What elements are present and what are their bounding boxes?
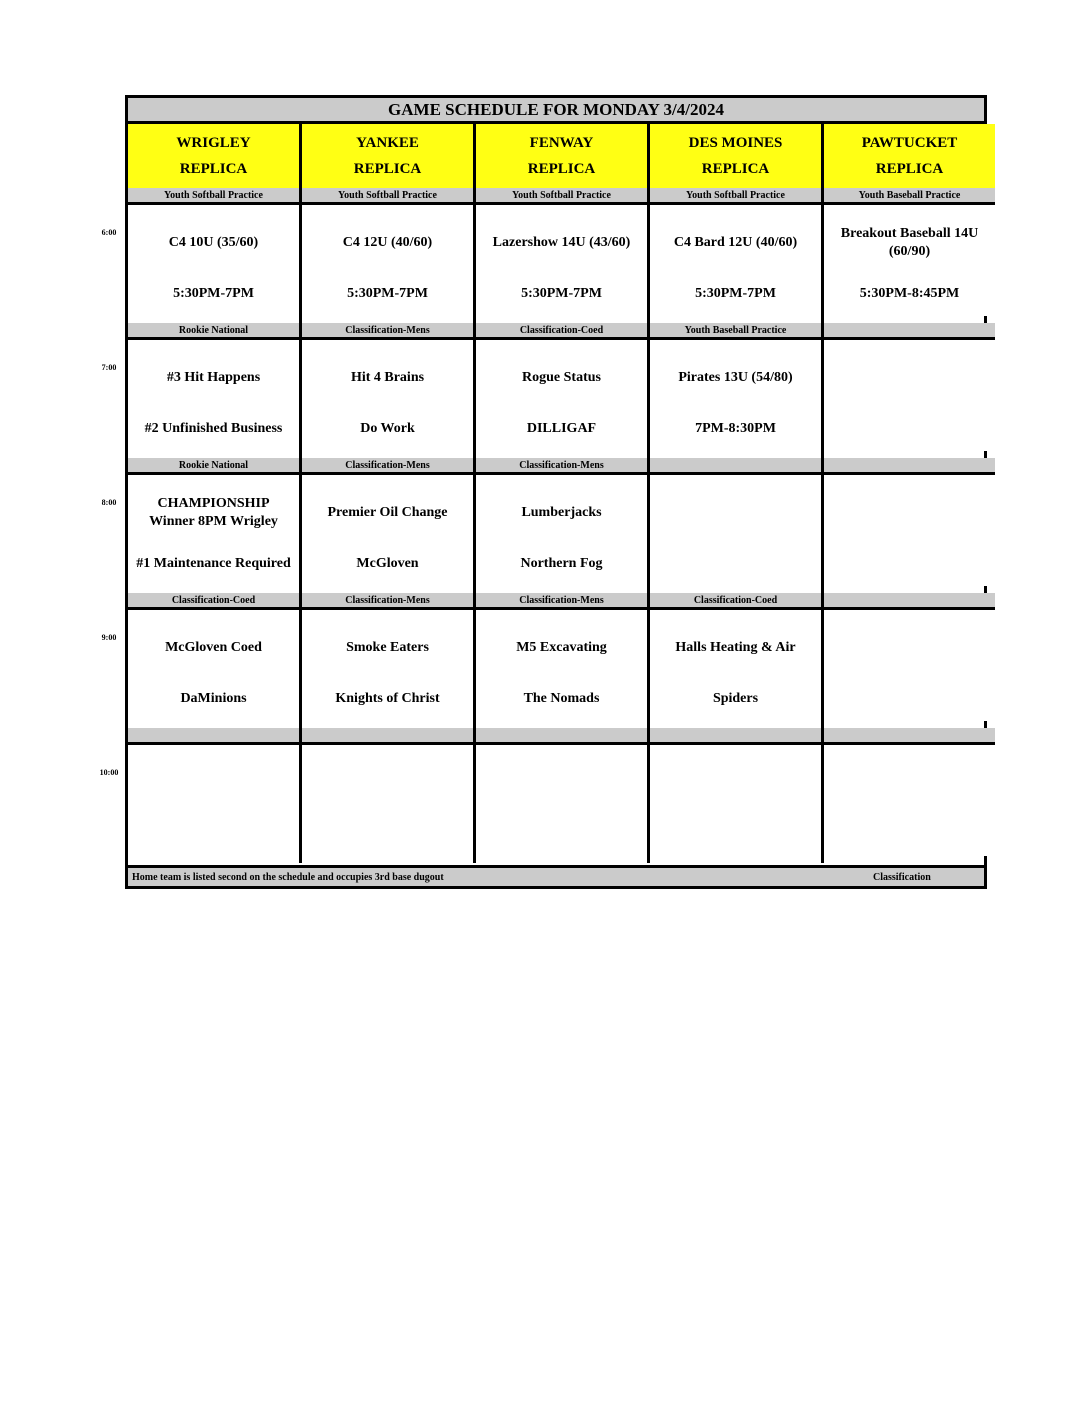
home-team: Knights of Christ <box>335 691 440 706</box>
home-team <box>476 819 647 849</box>
time-label: 6:00 <box>101 228 117 237</box>
game-cell <box>476 607 647 721</box>
away-team: McGloven Coed <box>165 640 262 655</box>
away-team <box>128 760 299 806</box>
away-team <box>824 490 995 536</box>
field-sub: REPLICA <box>179 161 248 177</box>
game-type-label: Classification-Coed <box>128 593 299 607</box>
game-type-label: Youth Softball Practice <box>302 188 473 202</box>
home-team: Northern Fog <box>520 556 603 571</box>
time-label: 7:00 <box>101 363 117 372</box>
game-cell <box>824 472 995 586</box>
away-team: Premier Oil Change <box>327 505 448 520</box>
field-header-5 <box>824 124 995 191</box>
away-team <box>650 490 821 536</box>
game-type-label: Classification-Mens <box>302 458 473 472</box>
home-team: 5:30PM-7PM <box>173 286 254 301</box>
game-cell <box>128 607 299 721</box>
column-divider <box>299 124 302 863</box>
home-team: DILLIGAF <box>526 421 597 436</box>
time-label: 9:00 <box>101 633 117 642</box>
away-team: C4 12U (40/60) <box>342 235 433 250</box>
home-team <box>650 819 821 849</box>
field-sub: REPLICA <box>701 161 770 177</box>
game-cell <box>824 607 995 721</box>
game-type-label <box>650 458 821 472</box>
home-team: Spiders <box>712 691 759 706</box>
away-team: Lazershow 14U (43/60) <box>492 235 631 250</box>
away-team <box>824 355 995 401</box>
time-label: 8:00 <box>101 498 117 507</box>
column-divider <box>473 124 476 863</box>
game-cell <box>476 472 647 586</box>
away-team: Breakout Baseball 14U (60/90) <box>840 226 979 259</box>
game-cell <box>302 742 473 856</box>
game-type-label <box>824 728 995 742</box>
game-cell <box>650 742 821 856</box>
game-type-label: Classification-Mens <box>476 458 647 472</box>
game-cell <box>302 472 473 586</box>
field-header-1 <box>128 124 299 191</box>
field-name: DES MOINES <box>688 135 783 151</box>
game-cell <box>128 202 299 316</box>
home-team: #1 Maintenance Required <box>136 556 291 571</box>
game-type-label: Rookie National <box>128 458 299 472</box>
away-team: #3 Hit Happens <box>166 370 261 385</box>
game-cell <box>476 337 647 451</box>
away-team: Rogue Status <box>522 370 601 385</box>
away-team <box>650 760 821 806</box>
game-type-label <box>302 728 473 742</box>
away-team: Hit 4 Brains <box>350 370 425 385</box>
home-team: 5:30PM-7PM <box>695 286 776 301</box>
game-cell <box>650 337 821 451</box>
schedule-table <box>125 95 987 889</box>
home-team <box>824 549 995 579</box>
game-cell <box>650 202 821 316</box>
home-team <box>650 549 821 579</box>
game-cell <box>824 202 995 316</box>
home-team: 5:30PM-8:45PM <box>859 286 960 301</box>
away-team <box>824 760 995 806</box>
home-team: The Nomads <box>523 691 600 706</box>
time-label: 10:00 <box>99 768 119 777</box>
game-type-label: Classification-Coed <box>650 593 821 607</box>
field-sub: REPLICA <box>875 161 944 177</box>
game-cell <box>650 472 821 586</box>
game-cell <box>824 337 995 451</box>
game-type-label <box>476 728 647 742</box>
game-cell <box>476 202 647 316</box>
home-team: 7PM-8:30PM <box>695 421 776 436</box>
game-type-label: Youth Softball Practice <box>650 188 821 202</box>
home-team: McGloven <box>356 556 419 571</box>
game-type-label: Youth Softball Practice <box>128 188 299 202</box>
home-team: DaMinions <box>180 691 247 706</box>
home-team: Do Work <box>360 421 415 436</box>
game-type-label: Youth Softball Practice <box>476 188 647 202</box>
game-type-label <box>128 728 299 742</box>
away-team: Smoke Eaters <box>346 640 429 655</box>
game-type-label <box>824 593 995 607</box>
home-team <box>824 414 995 444</box>
footer-classification: Classification <box>873 872 931 883</box>
game-cell <box>128 472 299 586</box>
away-team: C4 Bard 12U (40/60) <box>673 235 798 250</box>
field-header-3 <box>476 124 647 191</box>
game-type-label: Rookie National <box>128 323 299 337</box>
game-cell <box>650 607 821 721</box>
home-team <box>824 819 995 849</box>
home-team <box>128 819 299 849</box>
column-divider <box>647 124 650 863</box>
field-header-4 <box>650 124 821 191</box>
field-name: FENWAY <box>529 135 594 151</box>
game-cell <box>128 337 299 451</box>
field-name: YANKEE <box>356 135 419 151</box>
game-cell <box>128 742 299 856</box>
column-divider <box>821 124 824 863</box>
home-team: 5:30PM-7PM <box>521 286 602 301</box>
home-team <box>824 684 995 714</box>
game-type-label: Youth Baseball Practice <box>650 323 821 337</box>
game-cell <box>476 742 647 856</box>
away-team <box>476 760 647 806</box>
field-name: WRIGLEY <box>176 135 251 151</box>
field-sub: REPLICA <box>353 161 422 177</box>
home-team <box>302 819 473 849</box>
home-team: 5:30PM-7PM <box>347 286 428 301</box>
game-type-label <box>650 728 821 742</box>
field-sub: REPLICA <box>527 161 596 177</box>
away-team: Lumberjacks <box>521 505 602 520</box>
game-cell <box>302 202 473 316</box>
field-name: PAWTUCKET <box>861 135 958 151</box>
game-type-label: Classification-Mens <box>302 593 473 607</box>
home-team: #2 Unfinished Business <box>144 421 283 436</box>
game-type-label <box>824 323 995 337</box>
game-cell <box>302 337 473 451</box>
game-cell <box>302 607 473 721</box>
game-type-label: Classification-Mens <box>302 323 473 337</box>
away-team <box>824 625 995 671</box>
away-team: M5 Excavating <box>516 640 607 655</box>
schedule-title: GAME SCHEDULE FOR MONDAY 3/4/2024 <box>128 98 984 124</box>
game-type-label: Youth Baseball Practice <box>824 188 995 202</box>
game-cell <box>824 742 995 856</box>
away-team: C4 10U (35/60) <box>168 235 259 250</box>
game-type-label: Classification-Mens <box>476 593 647 607</box>
footer-note: Home team is listed second on the schedule and occupies 3rd base dugout <box>132 872 444 883</box>
field-header-2 <box>302 124 473 191</box>
away-team <box>302 760 473 806</box>
away-team: Halls Heating & Air <box>675 640 796 655</box>
footer-bar <box>128 865 984 886</box>
away-team: Pirates 13U (54/80) <box>678 370 793 385</box>
game-type-label: Classification-Coed <box>476 323 647 337</box>
away-team: CHAMPIONSHIP Winner 8PM Wrigley <box>149 496 278 529</box>
game-type-label <box>824 458 995 472</box>
